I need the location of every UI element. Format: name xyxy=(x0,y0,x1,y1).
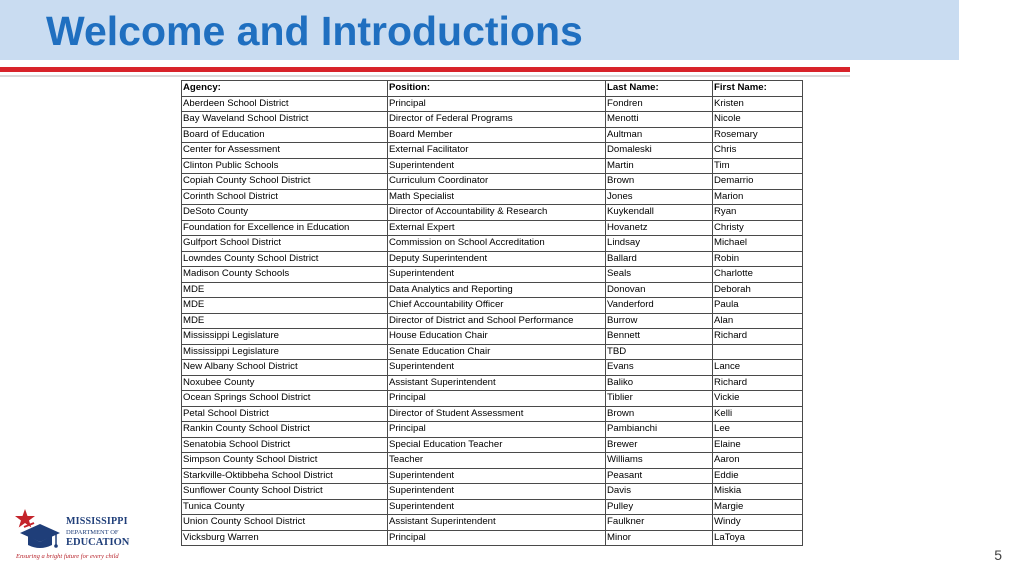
position-cell: Teacher xyxy=(388,453,606,469)
table-row xyxy=(182,329,803,345)
position-cell: Superintendent xyxy=(388,360,606,376)
agency-cell: Sunflower County School District xyxy=(182,484,388,500)
first-name-cell: Lee xyxy=(713,422,803,438)
position-cell: Superintendent xyxy=(388,267,606,283)
position-cell: Director of Federal Programs xyxy=(388,112,606,128)
logo-mark xyxy=(12,507,64,553)
table-row xyxy=(182,174,803,190)
table-row xyxy=(182,251,803,267)
first-name-cell xyxy=(713,344,803,360)
last-name-cell: Kuykendall xyxy=(606,205,713,221)
first-name-cell: Richard xyxy=(713,375,803,391)
last-name-cell: Jones xyxy=(606,189,713,205)
table-row xyxy=(182,375,803,391)
agency-cell: Gulfport School District xyxy=(182,236,388,252)
table-row xyxy=(182,406,803,422)
first-name-cell: Tim xyxy=(713,158,803,174)
agency-cell: Aberdeen School District xyxy=(182,96,388,112)
first-name-cell: Ryan xyxy=(713,205,803,221)
first-name-cell: Vickie xyxy=(713,391,803,407)
first-name-cell: Aaron xyxy=(713,453,803,469)
last-name-cell: Fondren xyxy=(606,96,713,112)
title-divider-gray xyxy=(0,75,850,77)
last-name-cell: Brown xyxy=(606,174,713,190)
table-row xyxy=(182,313,803,329)
header-position: Position: xyxy=(388,81,606,97)
table-row xyxy=(182,515,803,531)
position-cell: Math Specialist xyxy=(388,189,606,205)
last-name-cell: Martin xyxy=(606,158,713,174)
position-cell: Commission on School Accreditation xyxy=(388,236,606,252)
position-cell: Senate Education Chair xyxy=(388,344,606,360)
logo-text-education: EDUCATION xyxy=(66,537,130,548)
position-cell: External Facilitator xyxy=(388,143,606,159)
table-row xyxy=(182,220,803,236)
last-name-cell: Minor xyxy=(606,530,713,546)
agency-cell: Corinth School District xyxy=(182,189,388,205)
agency-cell: Center for Assessment xyxy=(182,143,388,159)
agency-cell: Mississippi Legislature xyxy=(182,329,388,345)
position-cell: House Education Chair xyxy=(388,329,606,345)
title-band xyxy=(0,0,959,60)
first-name-cell: Christy xyxy=(713,220,803,236)
position-cell: Assistant Superintendent xyxy=(388,515,606,531)
agency-cell: Board of Education xyxy=(182,127,388,143)
first-name-cell: Chris xyxy=(713,143,803,159)
table-row xyxy=(182,298,803,314)
first-name-cell: Rosemary xyxy=(713,127,803,143)
last-name-cell: Ballard xyxy=(606,251,713,267)
position-cell: External Expert xyxy=(388,220,606,236)
agency-cell: Bay Waveland School District xyxy=(182,112,388,128)
position-cell: Principal xyxy=(388,530,606,546)
last-name-cell: Brown xyxy=(606,406,713,422)
table-row xyxy=(182,282,803,298)
last-name-cell: Lindsay xyxy=(606,236,713,252)
table-row xyxy=(182,453,803,469)
first-name-cell: Lance xyxy=(713,360,803,376)
agency-cell: Tunica County xyxy=(182,499,388,515)
agency-cell: New Albany School District xyxy=(182,360,388,376)
position-cell: Special Education Teacher xyxy=(388,437,606,453)
table-row xyxy=(182,267,803,283)
table-row xyxy=(182,96,803,112)
last-name-cell: Baliko xyxy=(606,375,713,391)
agency-cell: MDE xyxy=(182,298,388,314)
first-name-cell: Robin xyxy=(713,251,803,267)
first-name-cell: Deborah xyxy=(713,282,803,298)
first-name-cell: Margie xyxy=(713,499,803,515)
slide-title: Welcome and Introductions xyxy=(46,8,583,54)
first-name-cell: Charlotte xyxy=(713,267,803,283)
first-name-cell: Kristen xyxy=(713,96,803,112)
last-name-cell: Donovan xyxy=(606,282,713,298)
last-name-cell: Vanderford xyxy=(606,298,713,314)
agency-cell: Foundation for Excellence in Education xyxy=(182,220,388,236)
agency-cell: Copiah County School District xyxy=(182,174,388,190)
position-cell: Superintendent xyxy=(388,499,606,515)
table-row xyxy=(182,530,803,546)
first-name-cell: Paula xyxy=(713,298,803,314)
first-name-cell: LaToya xyxy=(713,530,803,546)
position-cell: Principal xyxy=(388,422,606,438)
position-cell: Chief Accountability Officer xyxy=(388,298,606,314)
table-row xyxy=(182,468,803,484)
agency-cell: Starkville-Oktibbeha School District xyxy=(182,468,388,484)
position-cell: Director of Student Assessment xyxy=(388,406,606,422)
table-row xyxy=(182,484,803,500)
agency-cell: Noxubee County xyxy=(182,375,388,391)
table-row xyxy=(182,127,803,143)
agency-cell: Rankin County School District xyxy=(182,422,388,438)
agency-cell: Union County School District xyxy=(182,515,388,531)
last-name-cell: Hovanetz xyxy=(606,220,713,236)
agency-cell: Petal School District xyxy=(182,406,388,422)
table-row xyxy=(182,437,803,453)
header-agency: Agency: xyxy=(182,81,388,97)
header-last-name: Last Name: xyxy=(606,81,713,97)
last-name-cell: Seals xyxy=(606,267,713,283)
logo-text-mississippi: MISSISSIPPI xyxy=(66,516,128,527)
position-cell: Principal xyxy=(388,96,606,112)
position-cell: Deputy Superintendent xyxy=(388,251,606,267)
last-name-cell: Evans xyxy=(606,360,713,376)
agency-cell: MDE xyxy=(182,313,388,329)
position-cell: Superintendent xyxy=(388,468,606,484)
first-name-cell: Kelli xyxy=(713,406,803,422)
position-cell: Principal xyxy=(388,391,606,407)
first-name-cell: Windy xyxy=(713,515,803,531)
agency-cell: DeSoto County xyxy=(182,205,388,221)
agency-cell: MDE xyxy=(182,282,388,298)
table-row xyxy=(182,143,803,159)
last-name-cell: Faulkner xyxy=(606,515,713,531)
first-name-cell: Miskia xyxy=(713,484,803,500)
first-name-cell: Richard xyxy=(713,329,803,345)
title-divider-red xyxy=(0,67,850,72)
table-row xyxy=(182,360,803,376)
position-cell: Board Member xyxy=(388,127,606,143)
position-cell: Superintendent xyxy=(388,158,606,174)
logo-tagline: Ensuring a bright future for every child xyxy=(16,553,119,560)
position-cell: Data Analytics and Reporting xyxy=(388,282,606,298)
page-number: 5 xyxy=(994,547,1002,563)
participants-table xyxy=(181,80,803,546)
agency-cell: Senatobia School District xyxy=(182,437,388,453)
first-name-cell: Marion xyxy=(713,189,803,205)
last-name-cell: Menotti xyxy=(606,112,713,128)
agency-cell: Mississippi Legislature xyxy=(182,344,388,360)
first-name-cell: Michael xyxy=(713,236,803,252)
last-name-cell: Williams xyxy=(606,453,713,469)
last-name-cell: Brewer xyxy=(606,437,713,453)
last-name-cell: Tiblier xyxy=(606,391,713,407)
position-cell: Curriculum Coordinator xyxy=(388,174,606,190)
agency-cell: Vicksburg Warren xyxy=(182,530,388,546)
position-cell: Superintendent xyxy=(388,484,606,500)
agency-cell: Lowndes County School District xyxy=(182,251,388,267)
graduation-cap-icon xyxy=(20,523,60,548)
table-row xyxy=(182,344,803,360)
table-body xyxy=(182,96,803,546)
position-cell: Director of Accountability & Research xyxy=(388,205,606,221)
table-row xyxy=(182,422,803,438)
position-cell: Director of District and School Performance xyxy=(388,313,606,329)
table-row xyxy=(182,205,803,221)
last-name-cell: Aultman xyxy=(606,127,713,143)
last-name-cell: Bennett xyxy=(606,329,713,345)
last-name-cell: Domaleski xyxy=(606,143,713,159)
last-name-cell: Peasant xyxy=(606,468,713,484)
first-name-cell: Eddie xyxy=(713,468,803,484)
first-name-cell: Elaine xyxy=(713,437,803,453)
table-row xyxy=(182,499,803,515)
first-name-cell: Nicole xyxy=(713,112,803,128)
last-name-cell: Pulley xyxy=(606,499,713,515)
agency-cell: Clinton Public Schools xyxy=(182,158,388,174)
table-row xyxy=(182,158,803,174)
last-name-cell: TBD xyxy=(606,344,713,360)
logo-text-department-of: DEPARTMENT OF xyxy=(66,529,119,536)
last-name-cell: Davis xyxy=(606,484,713,500)
first-name-cell: Alan xyxy=(713,313,803,329)
header-first-name: First Name: xyxy=(713,81,803,97)
last-name-cell: Pambianchi xyxy=(606,422,713,438)
table-header-row xyxy=(182,81,803,97)
mde-logo xyxy=(12,507,130,565)
position-cell: Assistant Superintendent xyxy=(388,375,606,391)
agency-cell: Madison County Schools xyxy=(182,267,388,283)
table-row xyxy=(182,391,803,407)
table-row xyxy=(182,236,803,252)
agency-cell: Ocean Springs School District xyxy=(182,391,388,407)
first-name-cell: Demarrio xyxy=(713,174,803,190)
agency-cell: Simpson County School District xyxy=(182,453,388,469)
last-name-cell: Burrow xyxy=(606,313,713,329)
table-row xyxy=(182,112,803,128)
table-row xyxy=(182,189,803,205)
